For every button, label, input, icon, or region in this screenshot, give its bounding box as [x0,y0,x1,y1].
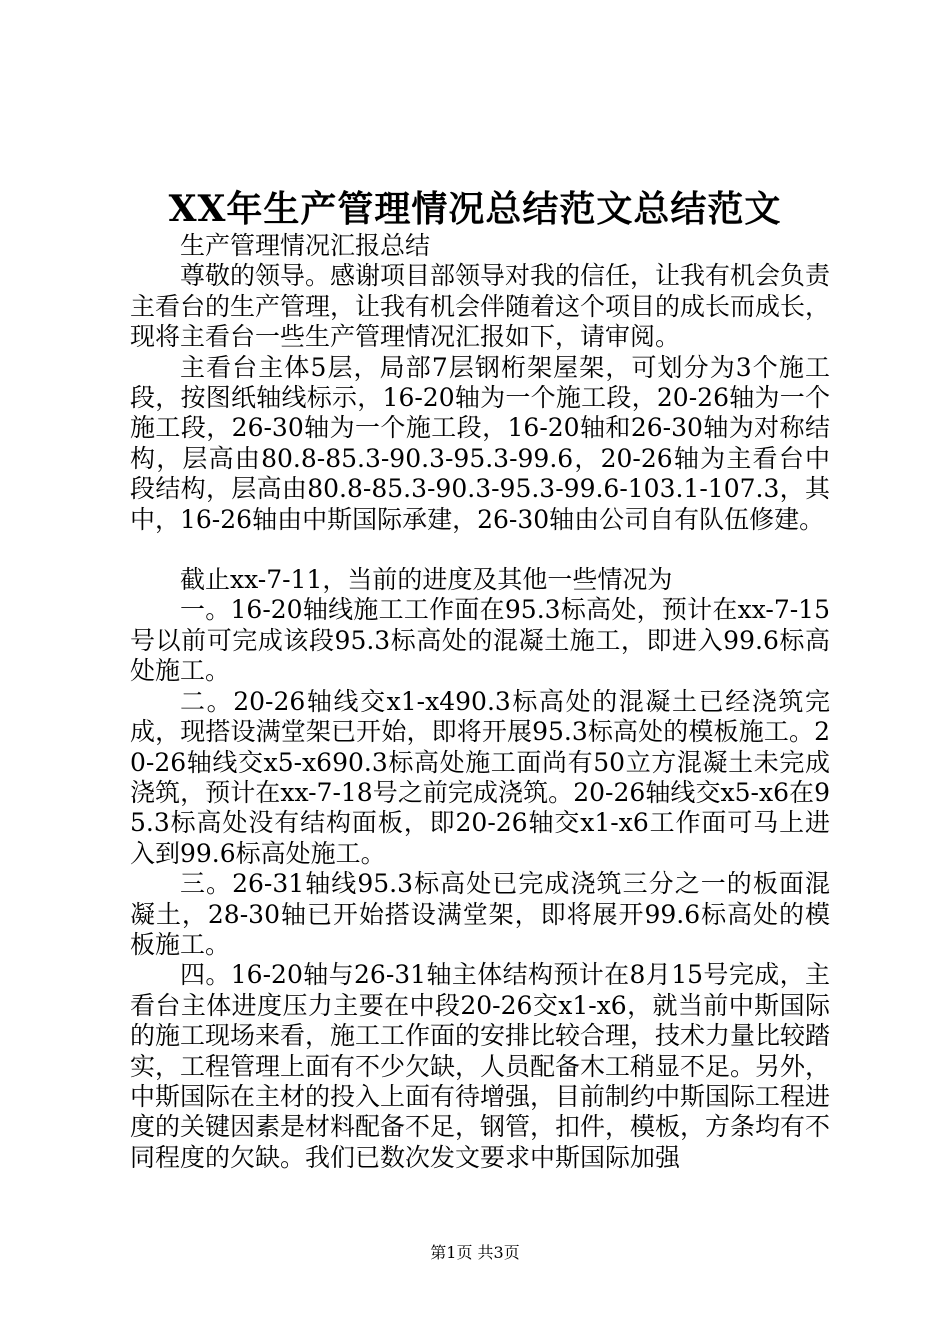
paragraph-item-2: 二。20-26轴线交x1-x490.3标高处的混凝土已经浇筑完成，现搭设满堂架已开始，即将开展95.3标高处的模板施工。20-26轴线交x5-x690.3标高处施工面尚有50立方混凝土未完成浇筑，预计在xx-7-18号之前完成浇筑。20-26轴线交x5-x6在95.3标高处没有结构面板，即20-26轴交x1-x6工作面可马上进入到99.6标高处施工。 [130,686,830,868]
paragraph-heading: 生产管理情况汇报总结 [180,231,431,260]
paragraph-item-1: 一。16-20轴线施工工作面在95.3标高处，预计在xx-7-15号以前可完成该段95.3标高处的混凝土施工，即进入99.6标高处施工。 [130,595,830,686]
document-body [130,231,830,1173]
document-title: XX年生产管理情况总结范文总结范文 [168,188,782,230]
paragraph-item-3: 三。26-31轴线95.3标高处已完成浇筑三分之一的板面混凝土，28-30轴已开始搭设满堂架，即将展开99.6标高处的模板施工。 [130,869,830,959]
page-number-footer: 第1页 共3页 [430,1243,520,1262]
paragraph-structure: 主看台主体5层，局部7层钢桁架屋架，可划分为3个施工段，按图纸轴线标示，16-20轴为一个施工段，20-26轴为一个施工段，26-30轴为一个施工段，16-20轴和26-30轴为对称结构，层高由80.8-85.3-90.3-95.3-99.6，20-26轴为主看台中段结构，层高由80.8-85.3-90.3-95.3-99.6-103.1-107.3，其中，16-26轴由中斯国际承建，26-30轴由公司自有队伍修建。 [130,352,830,534]
paragraph-greeting: 尊敬的领导。感谢项目部领导对我的信任，让我有机会负责主看台的生产管理，让我有机会伴随着这个项目的成长而成长，现将主看台一些生产管理情况汇报如下，请审阅。 [130,261,831,352]
paragraph-progress-intro: 截止xx-7-11，当前的进度及其他一些情况为 [180,565,673,595]
paragraph-item-4: 四。16-20轴与26-31轴主体结构预计在8月15号完成，主看台主体进度压力主要在中段20-26交x1-x6，就当前中斯国际的施工现场来看，施工工作面的安排比较合理，技术力量比较踏实，工程管理上面有不少欠缺，人员配备木工稍显不足。另外，中斯国际在主材的投入上面有待增强，目前制约中斯国际工程进度的关键因素是材料配备不足，钢管，扣件，模板，方条均有不同程度的欠缺。我们已数次发文要求中斯国际加强 [130,960,831,1172]
